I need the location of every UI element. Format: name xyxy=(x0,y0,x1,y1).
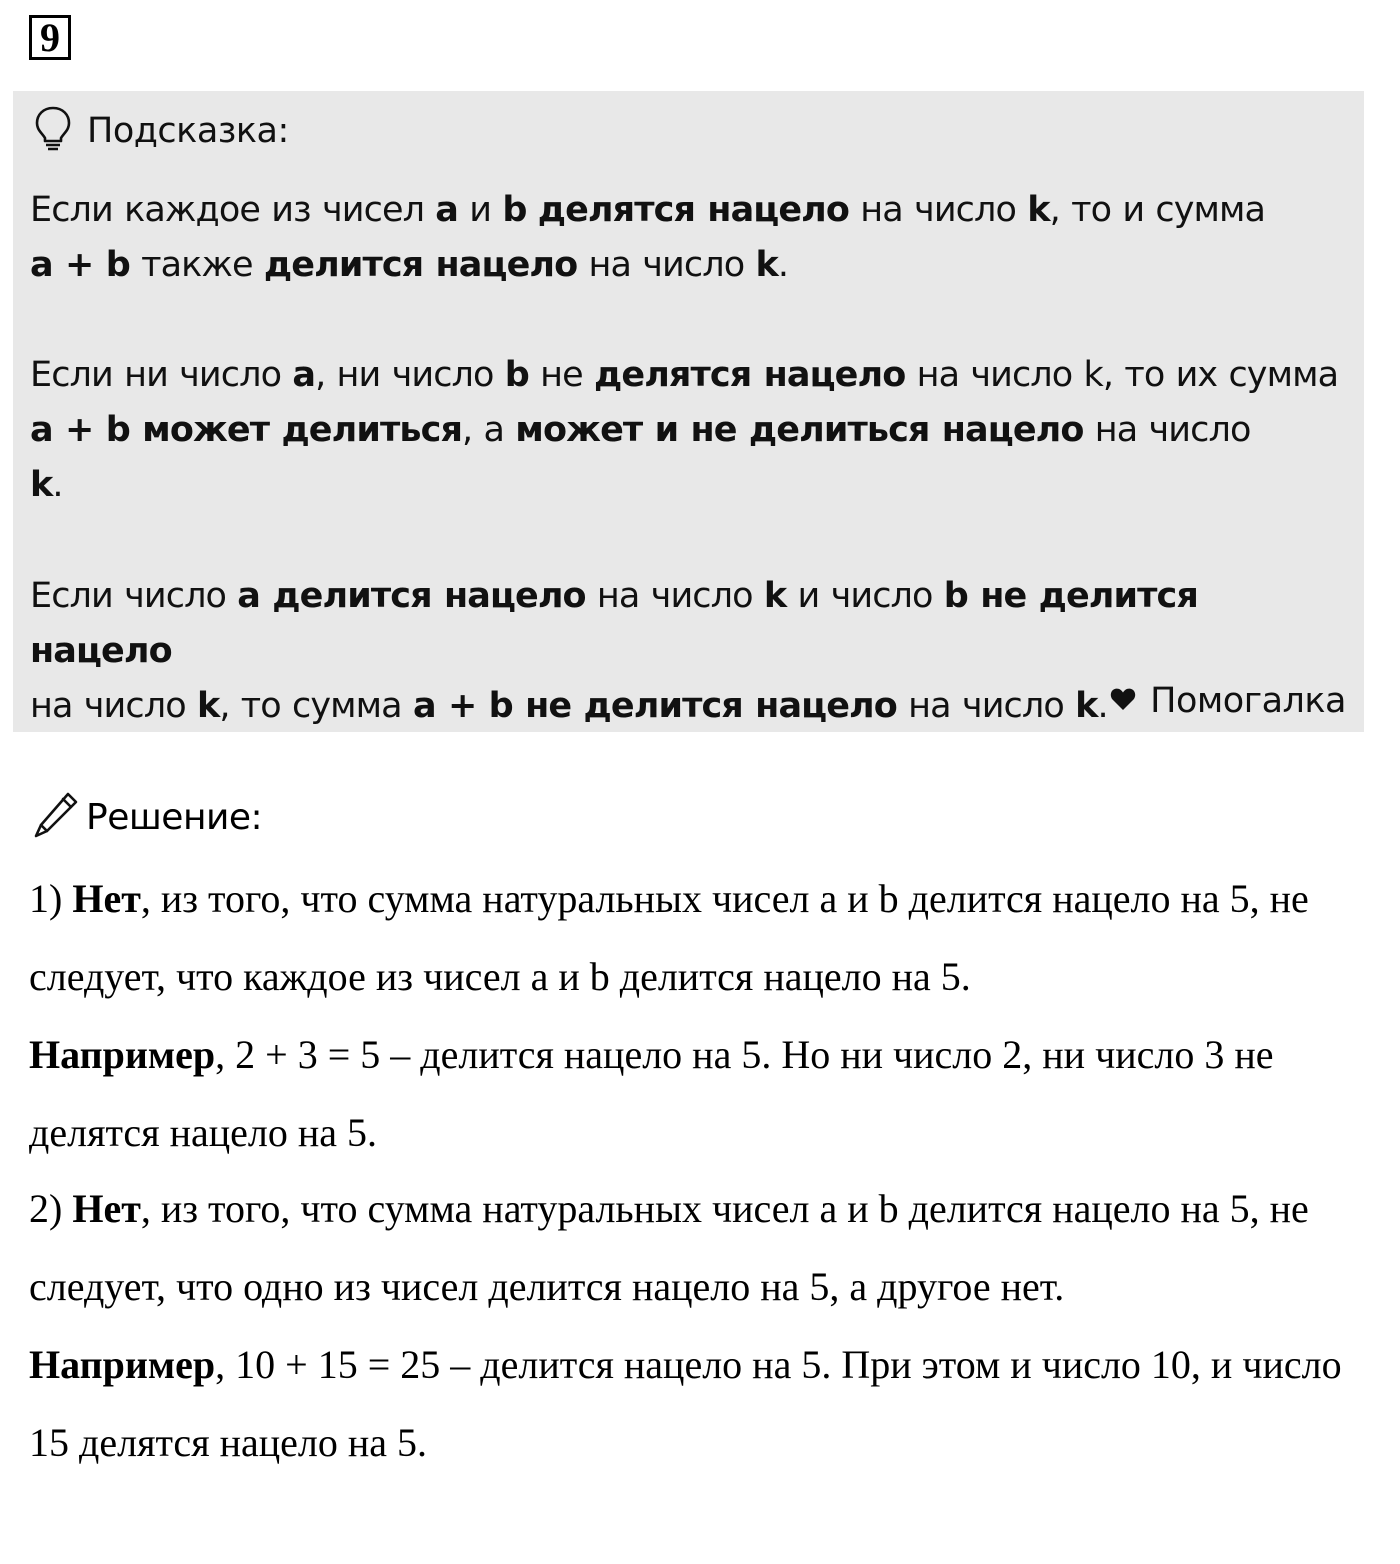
hint-paragraph-3: Если число a делится нацело на число k и число b не делится нацело на число k, то сумма a + b не делится нацело на число k. xyxy=(30,576,1198,726)
solution-header xyxy=(32,790,262,844)
pencil-icon xyxy=(32,790,80,844)
task-number-box xyxy=(29,15,71,60)
hint-header xyxy=(33,105,289,157)
hint-paragraph-1: Если каждое из чисел a и b делятся нацело на число k, то и сумма a + b также делится нацело на число k. xyxy=(30,190,1266,285)
hint-paragraph-2: Если ни число a, ни число b не делятся нацело на число k, то их сумма a + b может делиться, а может и не делиться нацело на число k. xyxy=(30,355,1339,505)
brand-label: Помогалка xyxy=(1150,681,1346,721)
solution-title: Решение: xyxy=(86,796,263,838)
solution-item-2: 2) Нет, из того, что сумма натуральных чисел a и b делится нацело на 5, не следует, что одно из чисел делится нацело на 5, а другое нет. Например, 10 + 15 = 25 – делится нацело на 5. При этом и число 10, и число 15 делятся нацело на 5. xyxy=(29,1186,1342,1465)
hint-title: Подсказка: xyxy=(87,111,289,151)
task-number: 9 xyxy=(40,15,60,60)
lightbulb-icon xyxy=(33,105,73,157)
heart-icon xyxy=(1110,687,1150,715)
brand-signature xyxy=(1110,681,1346,721)
hint-panel xyxy=(13,91,1364,732)
solution-item-1: 1) Нет, из того, что сумма натуральных чисел a и b делится нацело на 5, не следует, что каждое из чисел a и b делится нацело на 5. Например, 2 + 3 = 5 – делится нацело на 5. Но ни число 2, ни число 3 не делятся нацело на 5. xyxy=(29,876,1309,1155)
